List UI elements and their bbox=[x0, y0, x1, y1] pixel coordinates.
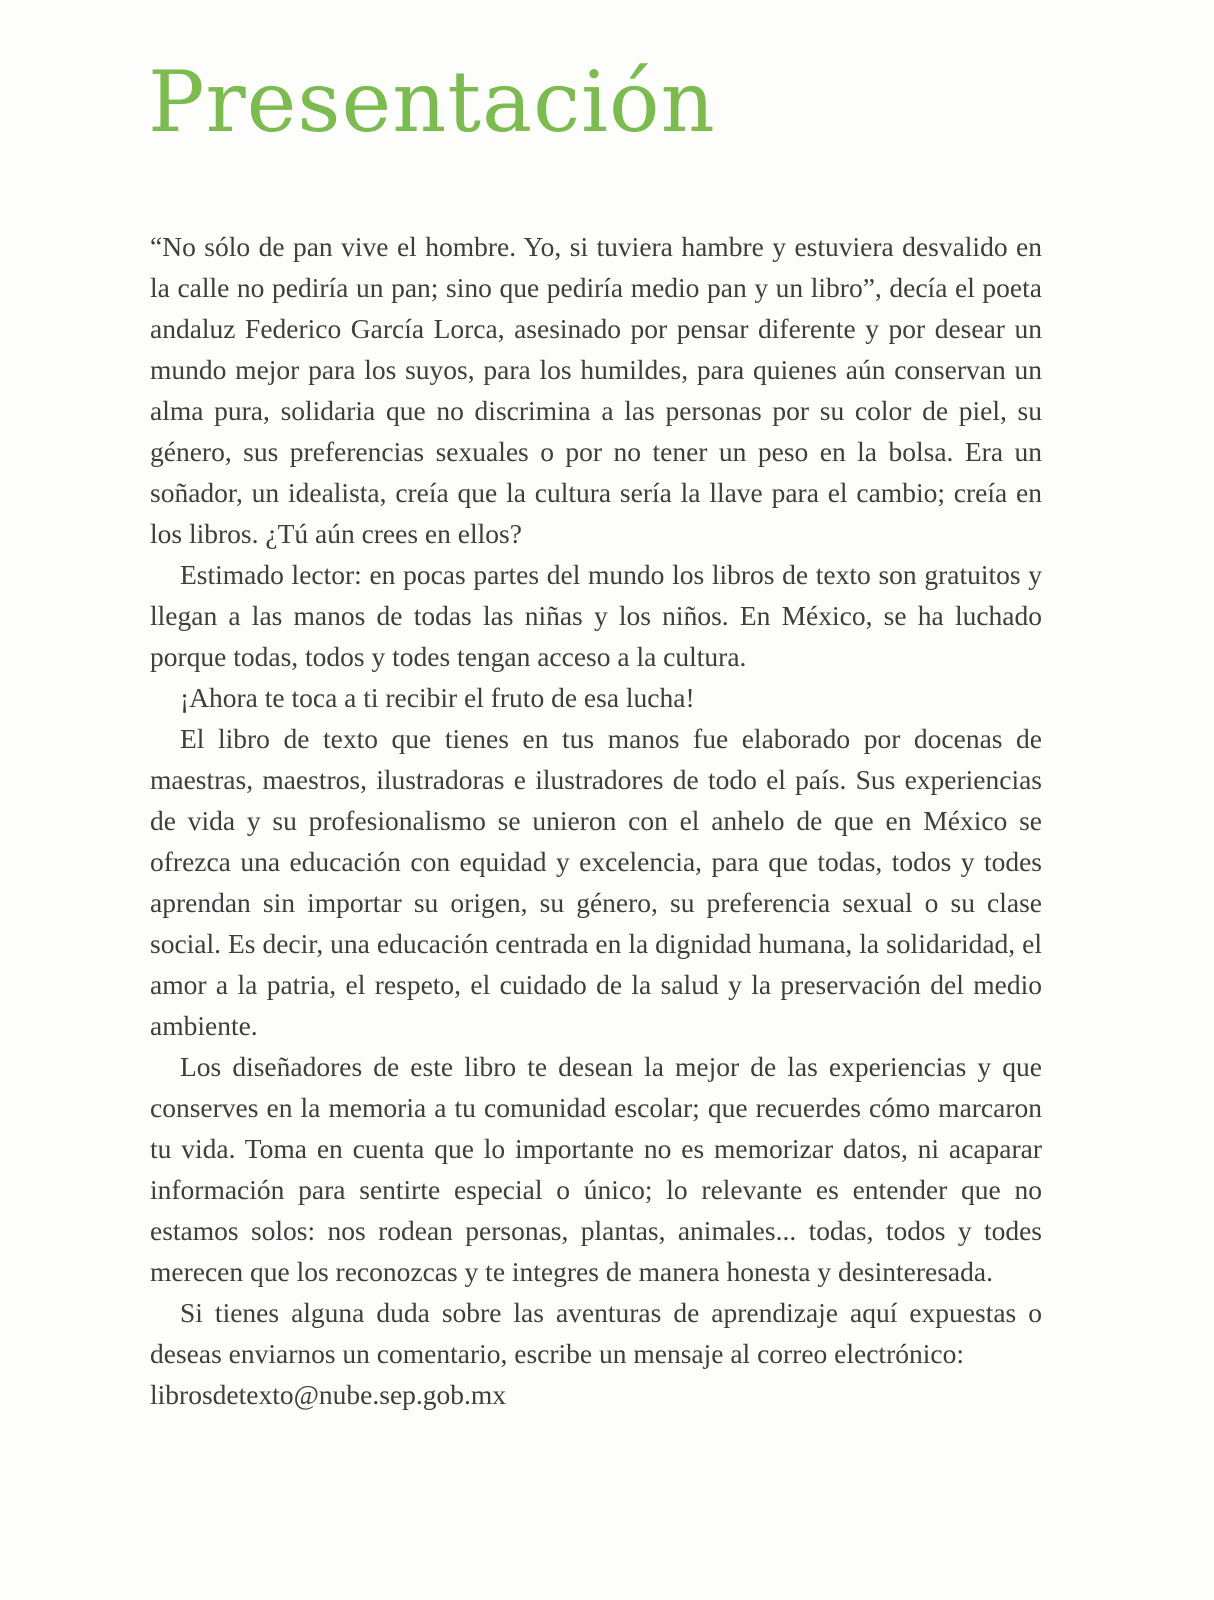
paragraph-ahora-te-toca: ¡Ahora te toca a ti recibir el fruto de esa lucha! bbox=[180, 682, 695, 713]
paragraph-garcia-lorca-quote: “No sólo de pan vive el hombre. Yo, si tuviera hambre y estuviera desvalido en la calle no pediría un pan; sino que pediría medio pan y un libro”, decía el poeta andaluz Federico García Lorca, asesinado por pensar diferente y por desear un mundo mejor para los suyos, para los humildes, para quienes aún conservan un alma pura, solidaria que no discrimina a las personas por su color de piel, su género, sus preferencias sexuales o por no tener un peso en la bolsa. Era un soñador, un idealista, creía que la cultura sería la llave para el cambio; creía en los libros. ¿Tú aún crees en ellos? bbox=[150, 231, 1042, 549]
page-title: Presentación bbox=[148, 53, 716, 151]
paragraph-disenadores: Los diseñadores de este libro te desean la mejor de las experiencias y que conserves en la memoria a tu comunidad escolar; que recuerdes cómo marcaron tu vida. Toma en cuenta que lo importante no es memorizar datos, ni acaparar información para sentirte especial o único; lo relevante es entender que no estamos solos: nos rodean personas, plantas, animales... todas, todos y todes merecen que los reconozcas y te integres de manera honesta y desinteresada. bbox=[150, 1051, 1042, 1287]
paragraph-estimado-lector: Estimado lector: en pocas partes del mundo los libros de texto son gratuitos y llegan a las manos de todas las niñas y los niños. En México, se ha luchado porque todas, todos y todes tengan acceso a la cultura. bbox=[150, 559, 1042, 672]
paragraph-libro-de-texto: El libro de texto que tienes en tus manos fue elaborado por docenas de maestras, maestros, ilustradoras e ilustradores de todo el país. Sus experiencias de vida y su profesionalismo se unieron con el anhelo de que en México se ofrezca una educación con equidad y excelencia, para que todas, todos y todes aprendan sin importar su origen, su género, su preferencia sexual o su clase social. Es decir, una educación centrada en la dignidad humana, la solidaridad, el amor a la patria, el respeto, el cuidado de la salud y la preservación del medio ambiente. bbox=[150, 723, 1042, 1041]
paragraph-dudas: Si tienes alguna duda sobre las aventuras de aprendizaje aquí expuestas o deseas enviarnos un comentario, escribe un mensaje al correo electrónico: bbox=[150, 1297, 1042, 1369]
contact-email: librosdetexto@nube.sep.gob.mx bbox=[150, 1379, 507, 1410]
body-text bbox=[150, 226, 1042, 1415]
